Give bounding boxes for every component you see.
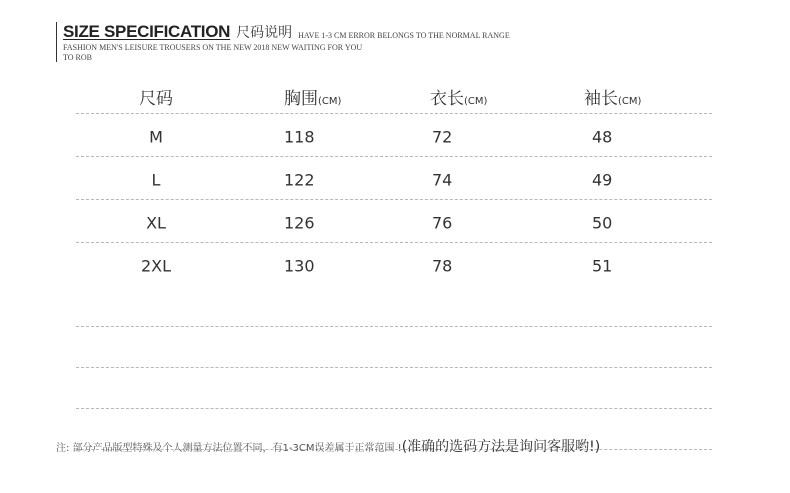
table-row bbox=[76, 114, 712, 157]
header bbox=[56, 22, 510, 62]
cell-length: 74 bbox=[432, 170, 453, 190]
cell-chest: 130 bbox=[284, 256, 315, 276]
cell-sleeve: 50 bbox=[592, 213, 613, 233]
cell-chest: 118 bbox=[284, 127, 315, 147]
cell-chest: 122 bbox=[284, 170, 315, 190]
header-sleeve bbox=[584, 84, 641, 109]
header-length-label: 衣长 bbox=[430, 89, 464, 109]
header-chest-label: 胸围 bbox=[284, 89, 318, 109]
table-row bbox=[76, 157, 712, 200]
footer-disclaimer: 注: 部分产品版型特殊及个人测量方法位置不同，有1-3CM误差属于正常范围 ! bbox=[56, 443, 402, 454]
header-length-unit: (CM) bbox=[464, 96, 488, 107]
cell-length: 78 bbox=[432, 256, 453, 276]
cell-sleeve: 48 bbox=[592, 127, 613, 147]
header-sleeve-unit: (CM) bbox=[618, 96, 642, 107]
cell-length: 76 bbox=[432, 213, 453, 233]
cell-sleeve: 49 bbox=[592, 170, 613, 190]
header-chest-unit: (CM) bbox=[318, 96, 342, 107]
header-size-label: 尺码 bbox=[139, 89, 173, 109]
title-row bbox=[63, 22, 510, 42]
cell-size: 2XL bbox=[140, 256, 172, 276]
header-length bbox=[430, 84, 487, 109]
table-row bbox=[76, 200, 712, 243]
header-chest bbox=[284, 84, 341, 109]
header-sleeve-label: 袖长 bbox=[584, 89, 618, 109]
cell-size: M bbox=[149, 127, 163, 147]
title-en: SIZE SPECIFICATION bbox=[63, 22, 231, 41]
cell-sleeve: 51 bbox=[592, 256, 613, 276]
tagline: FASHION MEN'S LEISURE TROUSERS ON THE NEW 2018 NEW WAITING FOR YOU TO ROB bbox=[63, 43, 363, 62]
cell-size: L bbox=[151, 170, 161, 190]
cell-chest: 126 bbox=[284, 213, 315, 233]
empty-row bbox=[76, 327, 712, 368]
footer-tip: (准确的选码方法是询问客服哟!) bbox=[401, 439, 601, 455]
cell-length: 72 bbox=[432, 127, 453, 147]
footer-note bbox=[56, 436, 600, 456]
table-row bbox=[76, 243, 712, 286]
empty-row bbox=[76, 286, 712, 327]
title-cn: 尺码说明 bbox=[236, 25, 293, 41]
empty-row bbox=[76, 368, 712, 409]
header-size bbox=[139, 84, 173, 109]
table-header-row bbox=[76, 80, 712, 114]
subtitle: HAVE 1-3 CM ERROR BELONGS TO THE NORMAL RANGE bbox=[298, 31, 510, 40]
cell-size: XL bbox=[146, 213, 166, 233]
size-table bbox=[76, 80, 712, 450]
